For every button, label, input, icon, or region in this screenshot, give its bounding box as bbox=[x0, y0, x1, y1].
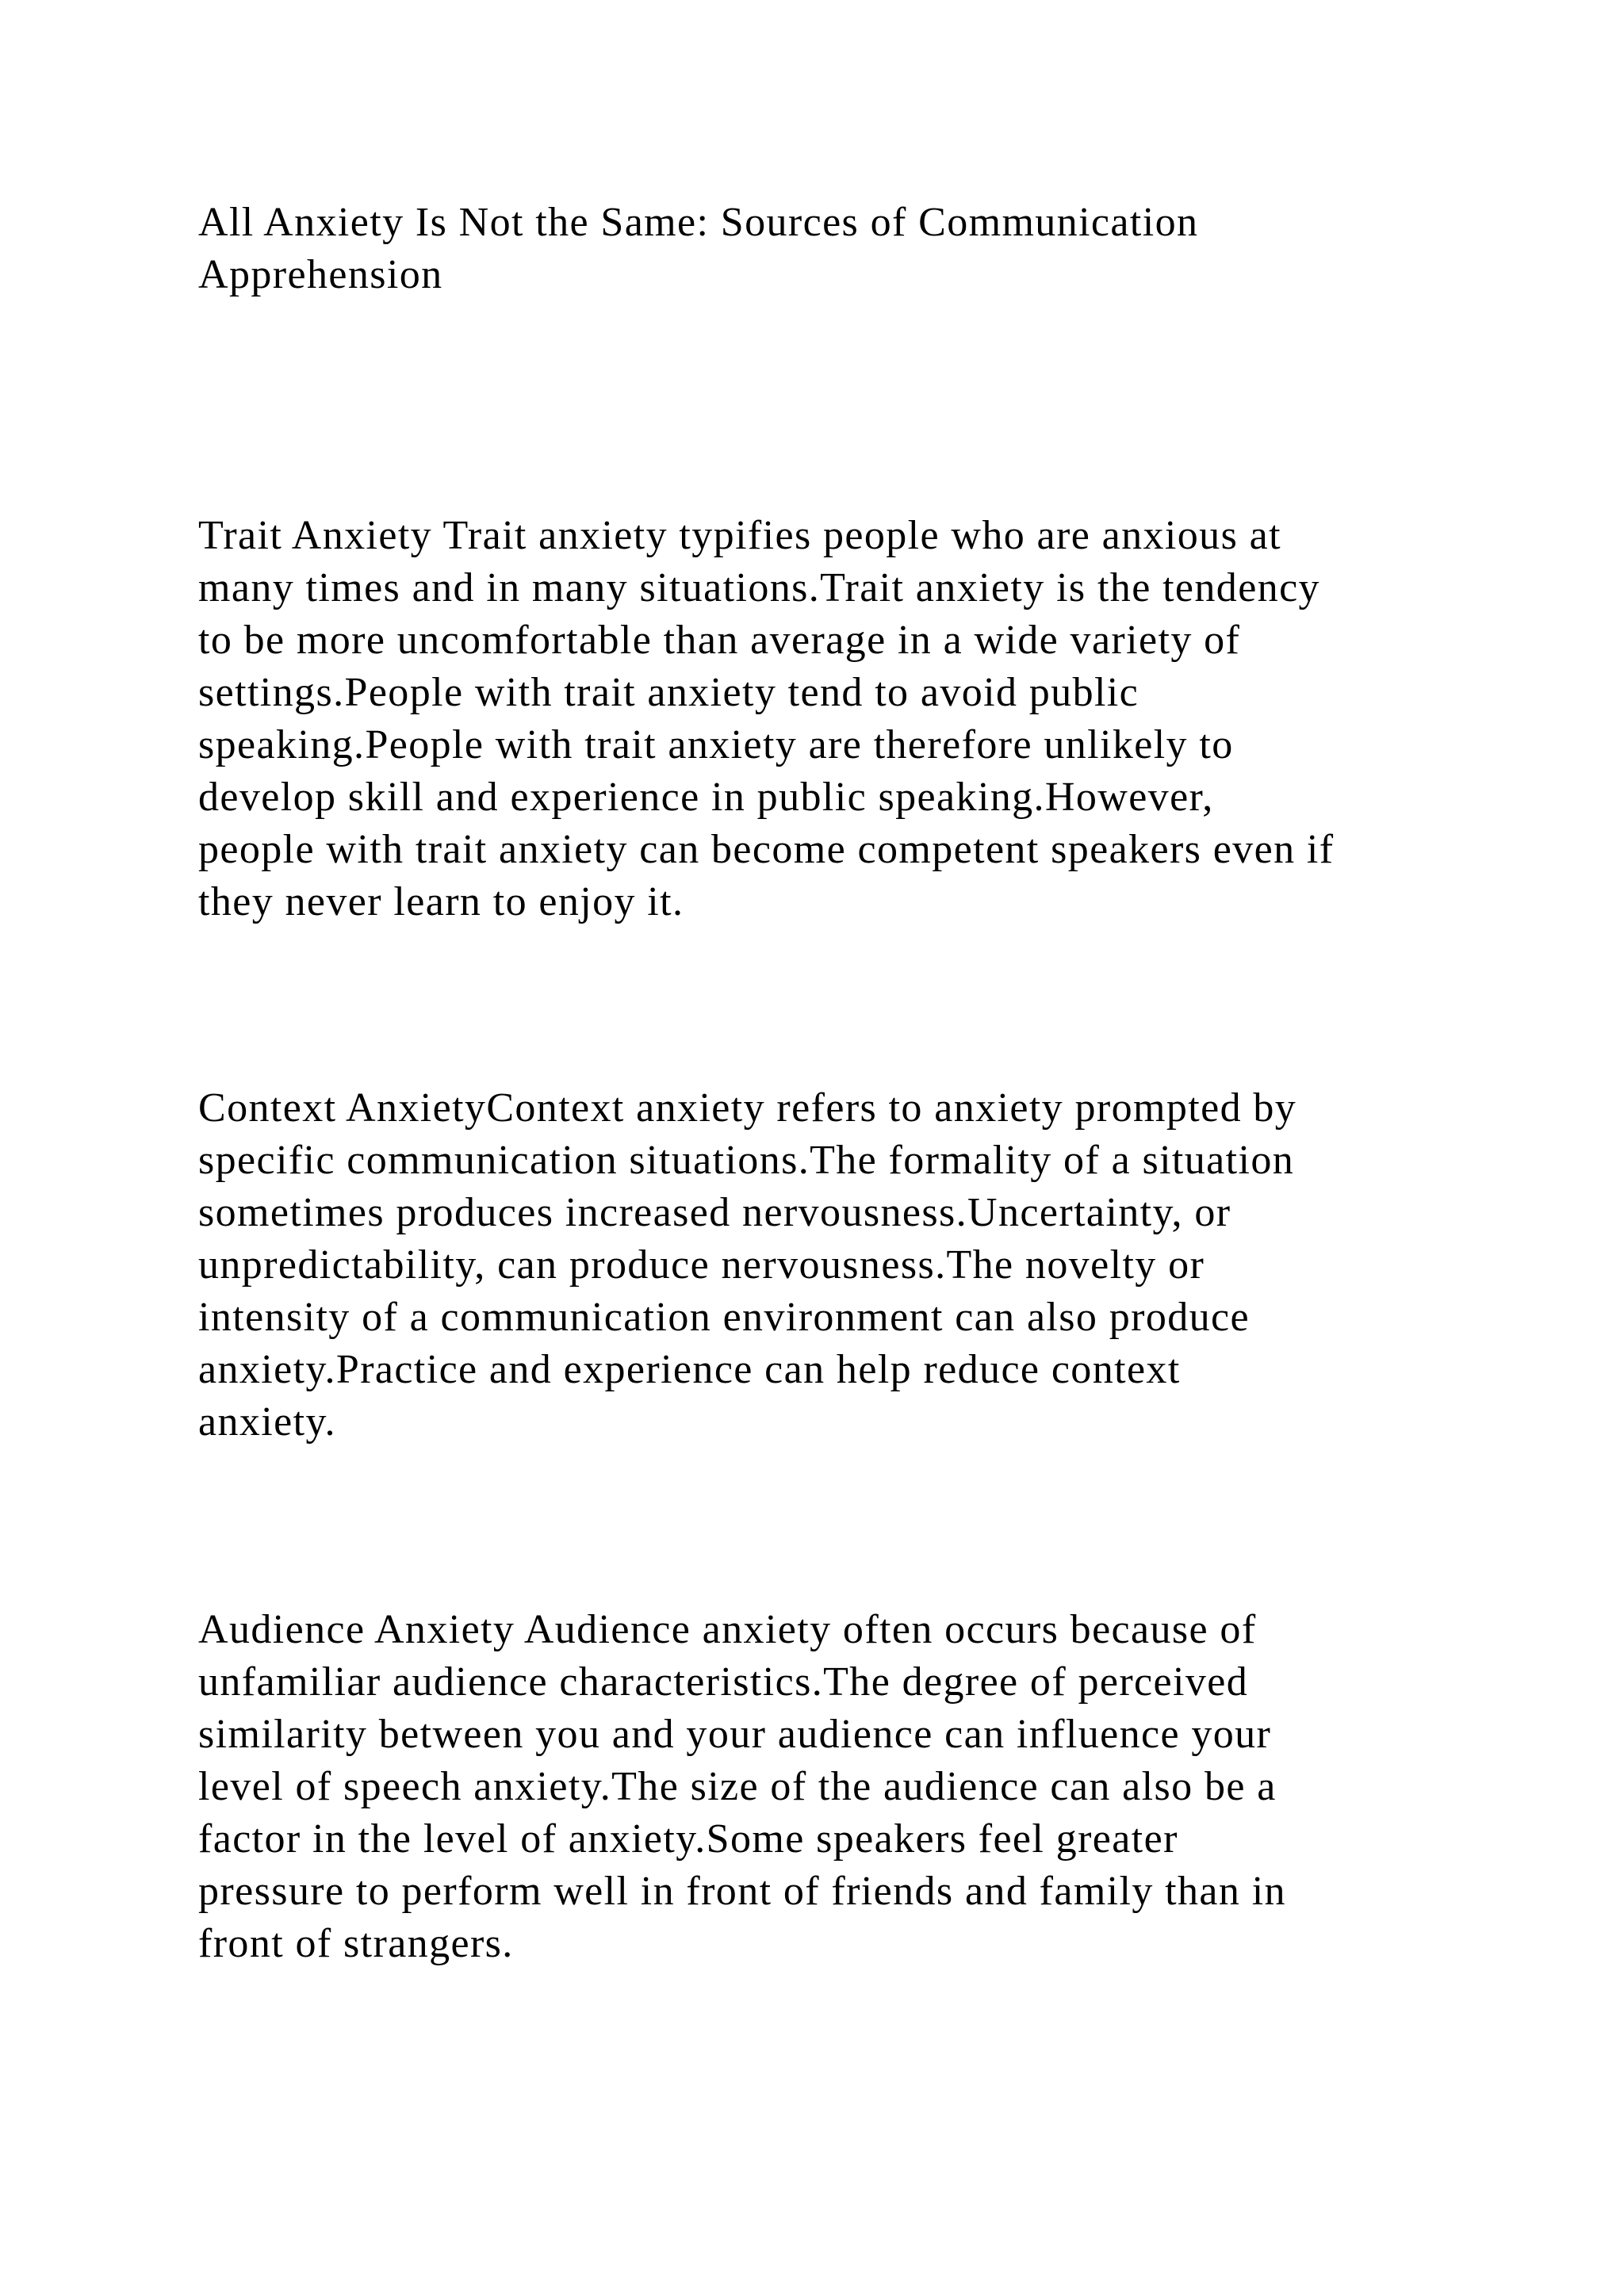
paragraph-context-anxiety: Context AnxietyContext anxiety refers to anxiety prompted by specific communication situations.The formality of a situation sometimes produces increased nervousness.Uncertainty, or unpredictability, can produce nervousness.The novelty or intensity of a communication environment can also produce anxiety.Practice and experience can help reduce context anxiety. bbox=[198, 1085, 1297, 1445]
document-title: All Anxiety Is Not the Same: Sources of Communication Apprehension bbox=[198, 200, 1199, 297]
paragraph-audience-anxiety: Audience Anxiety Audience anxiety often occurs because of unfamiliar audience characteristics.The degree of perceived similarity between you and your audience can influence your level of speech anxiety.The size of the audience can also be a factor in the level of anxiety.Some speakers feel greater pressure to perform well in front of friends and family than in front of strangers. bbox=[198, 1607, 1286, 1966]
paragraph-trait-anxiety: Trait Anxiety Trait anxiety typifies people who are anxious at many times and in many situations.Trait anxiety is the tendency to be more uncomfortable than average in a wide variety of settings.People with trait anxiety tend to avoid public speaking.People with trait anxiety are therefore unlikely to develop skill and experience in public speaking.However, people with trait anxiety can become competent speakers even if they never learn to enjoy it. bbox=[198, 513, 1335, 924]
